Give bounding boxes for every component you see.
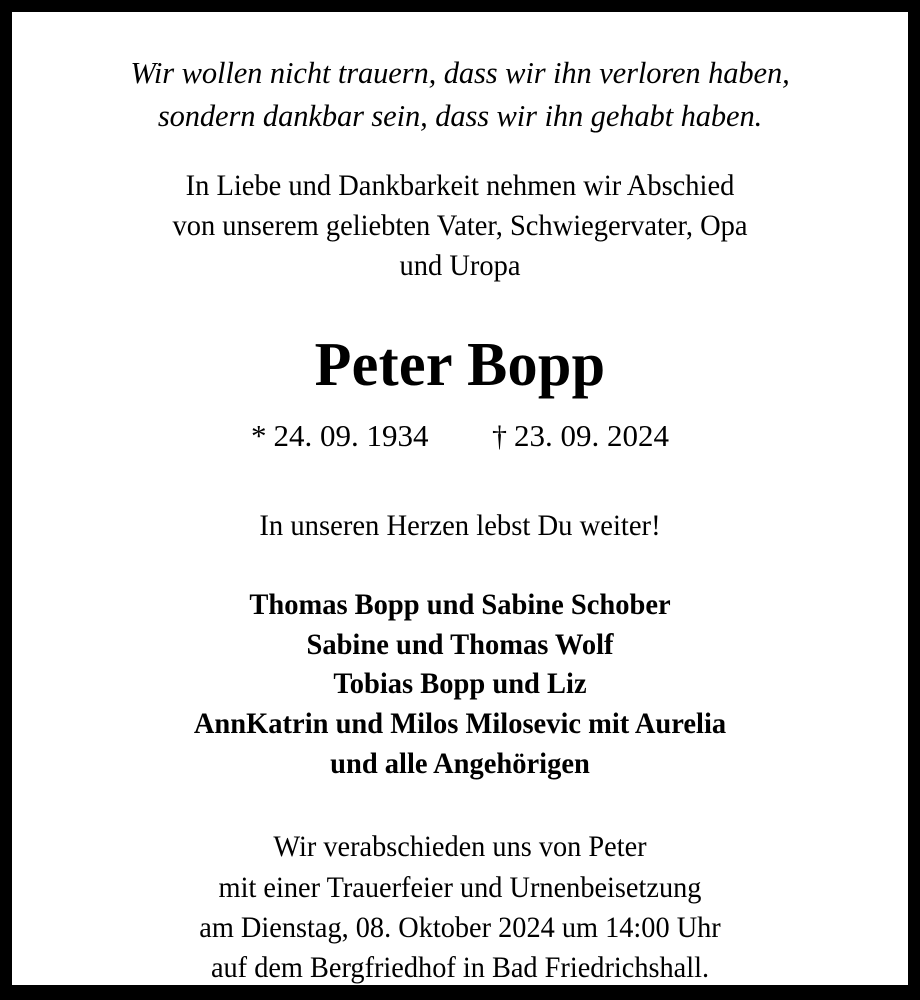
- intro-line-2: von unserem geliebten Vater, Schwiegervater, Opa: [172, 210, 748, 242]
- verse-line-1: Wir wollen nicht trauern, dass wir ihn verloren haben,: [130, 56, 790, 90]
- death-date: 23. 09. 2024: [514, 417, 669, 453]
- farewell-intro: [45, 166, 875, 287]
- survivor-line-5: und alle Angehörigen: [330, 746, 590, 780]
- service-line-1: Wir verabschieden uns von Peter: [273, 831, 647, 864]
- survivors-list: [52, 585, 869, 783]
- deceased-name: Peter Bopp: [314, 330, 606, 399]
- memorial-verse: [30, 52, 890, 139]
- survivor-line-2: Sabine und Thomas Wolf: [306, 627, 614, 661]
- asterisk-birth-icon: *: [251, 417, 267, 453]
- life-dates: [30, 417, 890, 455]
- birth-date: 24. 09. 1934: [273, 417, 429, 453]
- service-line-4: auf dem Bergfriedhof in Bad Friedrichshall.: [210, 952, 710, 985]
- verse-line-2: sondern dankbar sein, dass wir ihn gehabt haben.: [157, 99, 763, 134]
- funeral-service-details: [47, 827, 873, 985]
- obituary-notice-card: [12, 12, 908, 985]
- birth-date-group: [251, 417, 429, 454]
- service-line-2: mit einer Trauerfeier und Urnenbeisetzung: [218, 871, 702, 904]
- death-date-group: [492, 417, 669, 455]
- intro-line-3: und Uropa: [399, 250, 521, 283]
- survivor-line-3: Tobias Bopp und Liz: [333, 667, 587, 701]
- survivor-line-4: AnnKatrin und Milos Milosevic mit Aurelia: [193, 707, 727, 741]
- service-line-3: am Dienstag, 08. Oktober 2024 um 14:00 Uhr: [199, 912, 721, 945]
- intro-line-1: In Liebe und Dankbarkeit nehmen wir Abschied: [185, 169, 735, 202]
- survivor-line-1: Thomas Bopp und Sabine Schober: [249, 588, 671, 622]
- memorial-message: In unseren Herzen lebst Du weiter!: [259, 509, 661, 542]
- dagger-death-icon: †: [492, 419, 507, 453]
